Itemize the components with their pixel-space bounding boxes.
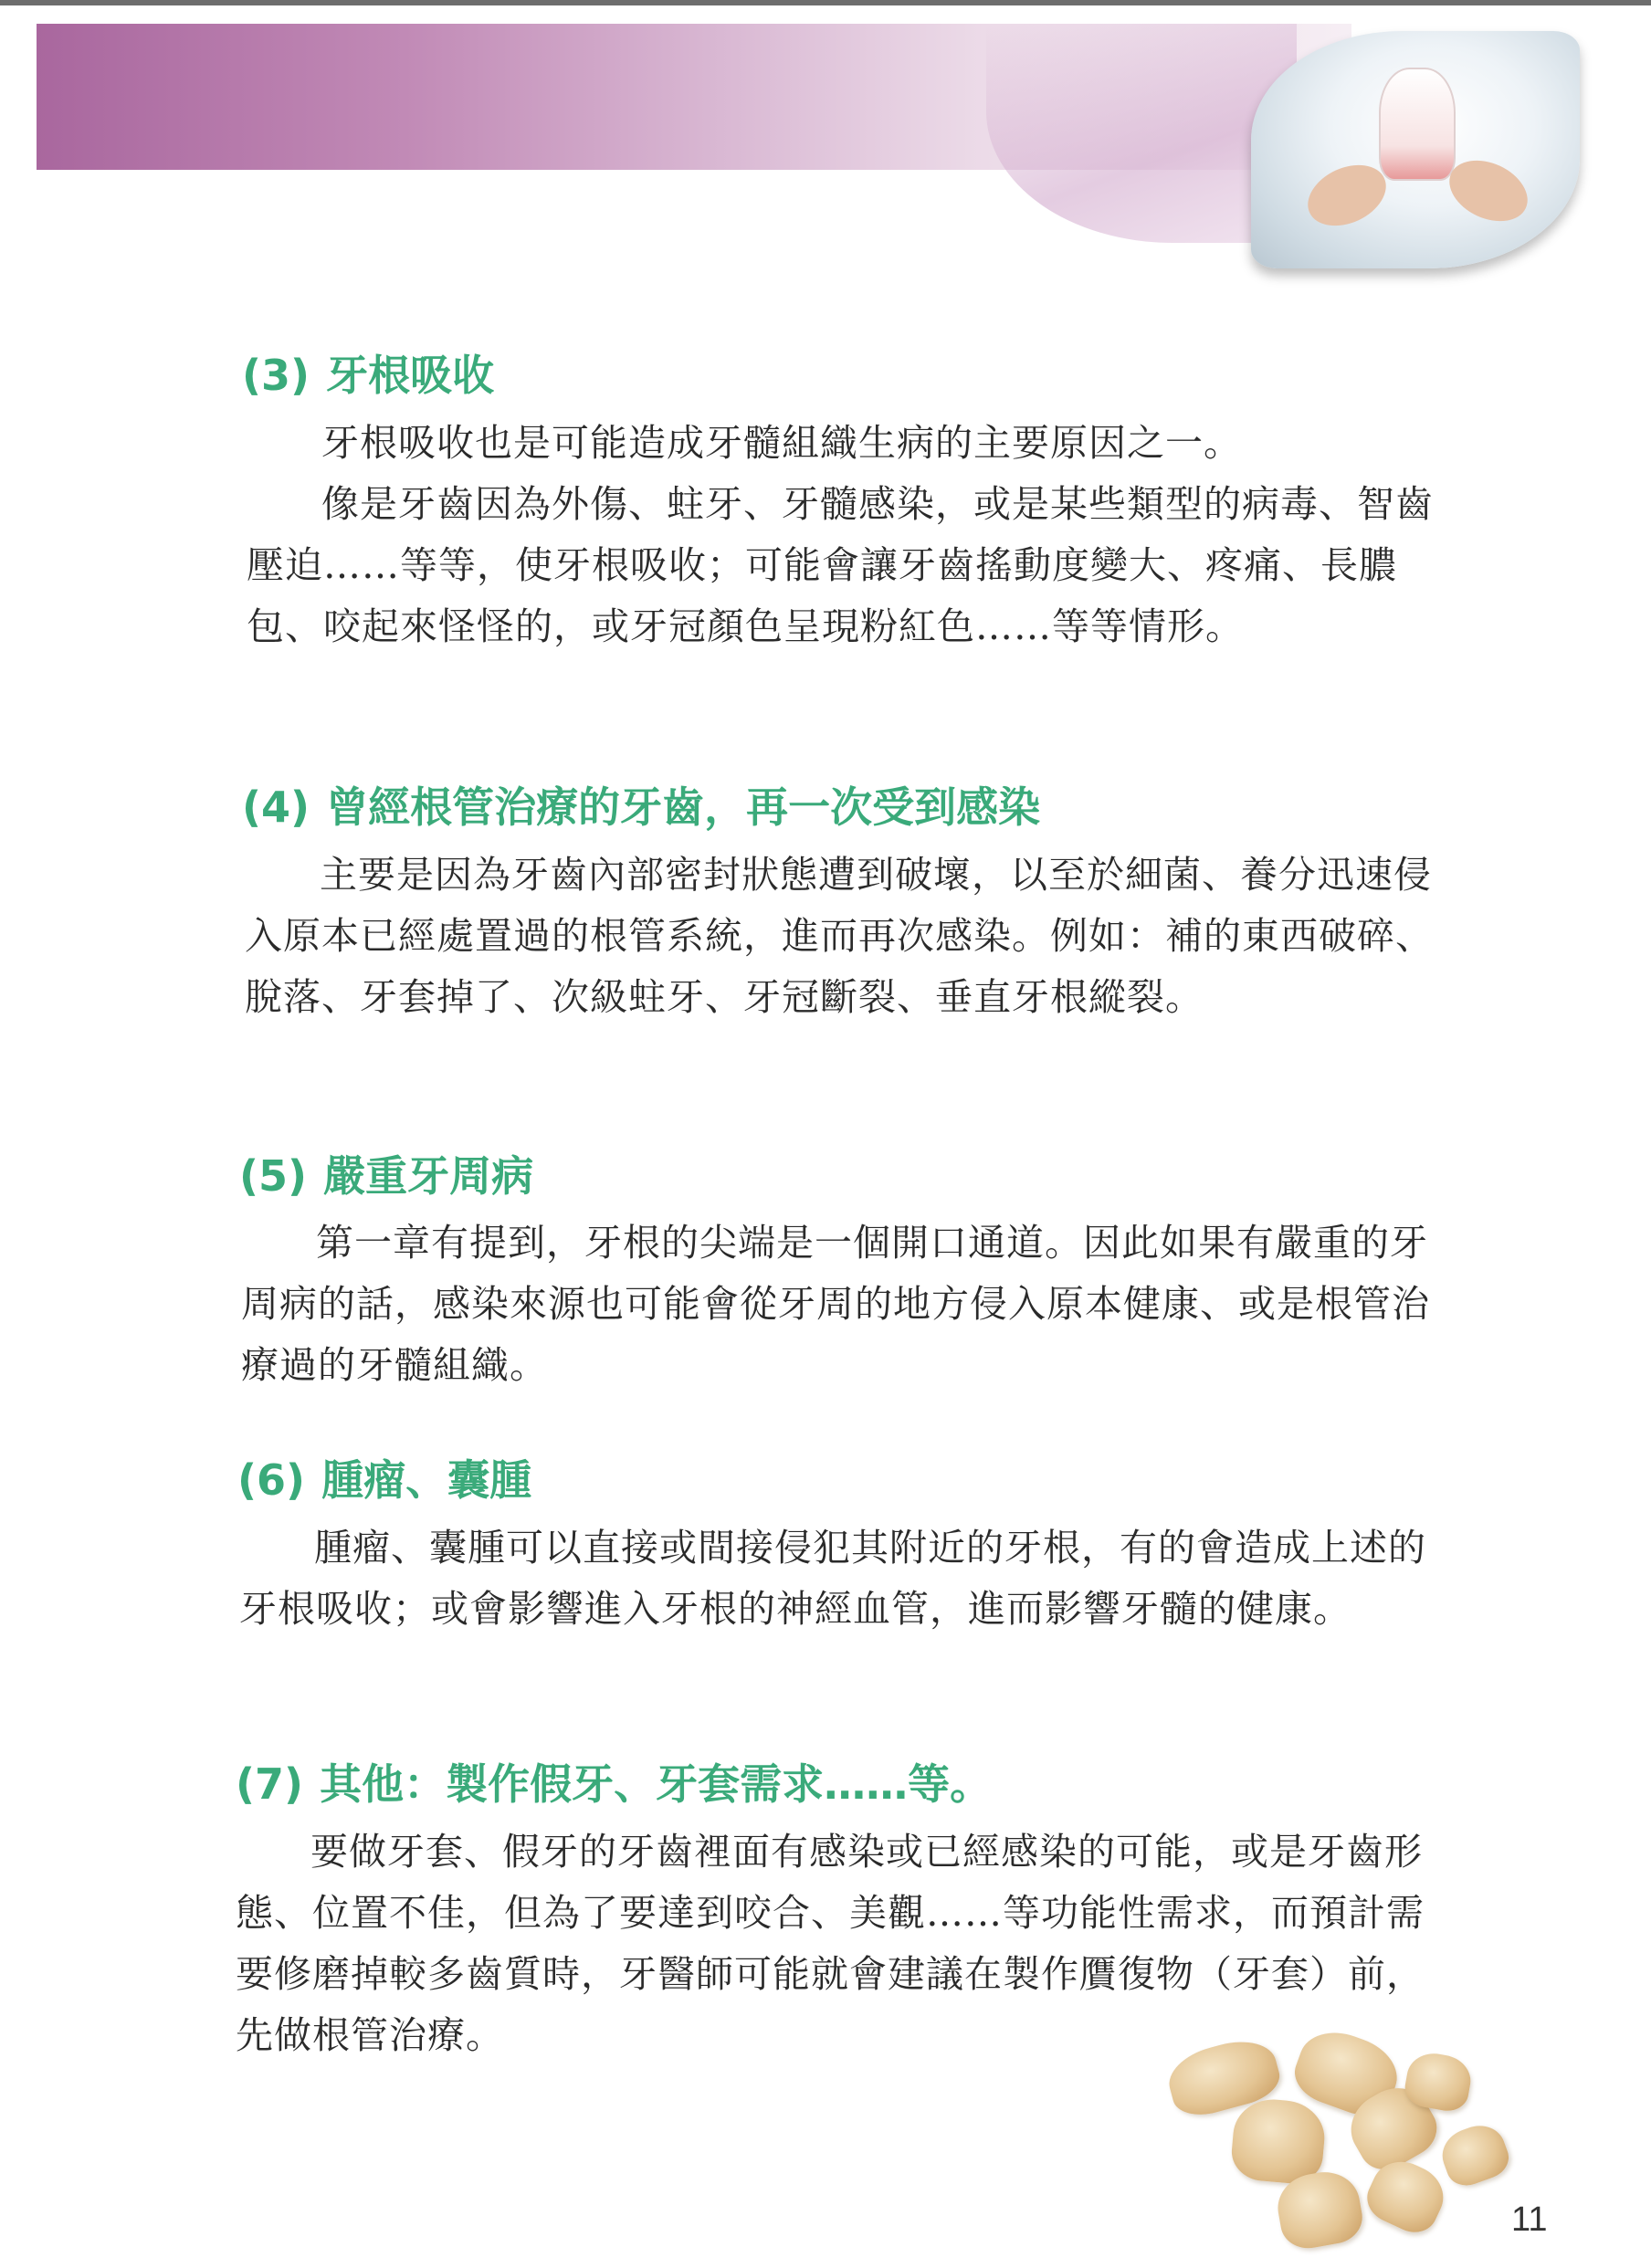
section-7-paragraph-1: 要做牙套、假牙的牙齒裡面有感染或已經感染的可能，或是牙齒形態、位置不佳，但為了要達到咬合、美觀……等功能性需求，而預計需要修磨掉較多齒質時，牙醫師可能就會建議在製作贋復物（牙套）前，先做根管治療。 — [236, 1830, 1425, 2057]
section-6-paragraph-1: 腫瘤、囊腫可以直接或間接侵犯其附近的牙根，有的會造成上述的牙根吸收；或會影響進入牙根的神經血管，進而影響牙髓的健康。 — [239, 1526, 1426, 1631]
top-rule — [0, 0, 1651, 5]
section-7-number: (7) — [236, 1759, 304, 1809]
section-6-number: (6) — [237, 1455, 306, 1505]
section-4-paragraph-1: 主要是因為牙齒內部密封狀態遭到破壞，以至於細菌、養分迅速侵入原本已經處置過的根管系統，進而再次感染。例如：補的東西破碎、脫落、牙套掉了、次級蛀牙、牙冠斷裂、垂直牙根縱裂。 — [245, 853, 1434, 1019]
section-4-title: 曾經根管治療的牙齒，再一次受到感染 — [326, 782, 1041, 832]
section-3-title: 牙根吸收 — [326, 351, 495, 400]
section-7-title: 其他：製作假牙、牙套需求……等。 — [320, 1759, 993, 1809]
section-3-number: (3) — [242, 351, 310, 400]
section-6-title: 腫瘤、囊腫 — [321, 1455, 532, 1505]
tooth-icon — [1435, 2118, 1514, 2191]
section-4-number: (4) — [242, 782, 310, 832]
page-number: 11 — [1511, 2200, 1548, 2239]
section-3-heading — [242, 342, 494, 403]
section-7-heading — [236, 1751, 992, 1811]
tooth-icon — [1379, 68, 1456, 181]
section-5-paragraph-1: 第一章有提到，牙根的尖端是一個開口通道。因此如果有嚴重的牙周病的話，感染來源也可能會從牙周的地方侵入原本健康、或是根管治療過的牙髓組織。 — [241, 1221, 1430, 1387]
section-5-number: (5) — [239, 1151, 308, 1201]
header-decorative-curve — [986, 24, 1297, 243]
section-4-heading — [242, 774, 1040, 835]
section-3-paragraph-1: 牙根吸收也是可能造成牙髓組織生病的主要原因之一。 — [321, 421, 1242, 465]
section-5-heading — [239, 1143, 533, 1203]
tooth-in-hands-illustration — [1251, 31, 1580, 268]
section-6-heading — [237, 1447, 531, 1507]
section-5-title: 嚴重牙周病 — [323, 1151, 534, 1201]
tooth-icon — [1229, 2096, 1327, 2186]
section-3-paragraph-2: 像是牙齒因為外傷、蛀牙、牙髓感染，或是某些類型的病毒、智齒壓迫……等等，使牙根吸收；可能會讓牙齒搖動度變大、疼痛、長膿包、咬起來怪怪的，或牙冠顏色呈現粉紅色……等等情形。 — [247, 482, 1434, 648]
